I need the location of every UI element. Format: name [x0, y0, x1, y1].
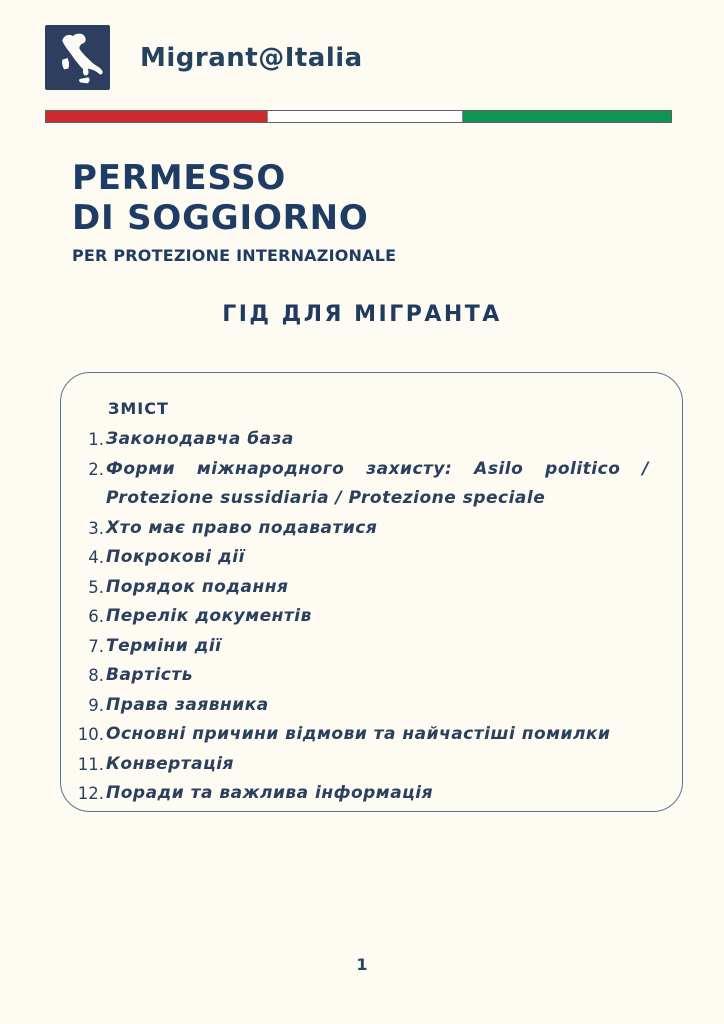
toc-item-number: 11.	[77, 754, 104, 774]
toc-item	[68, 691, 649, 721]
toc-item	[68, 573, 649, 603]
italy-map-icon	[50, 30, 106, 86]
title-subtitle: PER PROTEZIONE INTERNAZIONALE	[72, 246, 397, 265]
toc-item-number: 7.	[88, 636, 104, 656]
toc-list	[68, 425, 649, 809]
toc-item-label: Перелік документів	[106, 606, 312, 626]
flag-white-segment	[268, 111, 462, 122]
toc-item	[68, 602, 649, 632]
flag-red-segment	[46, 111, 268, 122]
toc-item-number: 3.	[88, 518, 104, 538]
italy-flag-stripe	[45, 110, 672, 123]
brand-name: Migrant@Italia	[140, 43, 363, 73]
toc-item-label: Законодавча база	[106, 429, 294, 449]
toc-item	[68, 455, 649, 514]
toc-item-number: 8.	[88, 666, 104, 685]
toc-item-number: 6.	[88, 607, 104, 626]
toc-item	[68, 661, 649, 691]
toc-box	[60, 372, 683, 812]
toc-item	[68, 720, 649, 750]
toc-item-number: 12.	[77, 784, 104, 803]
toc-item-label: Хто має право подаватися	[106, 517, 378, 538]
toc-item-number: 1.	[88, 430, 104, 449]
toc-item-number: 4.	[88, 548, 104, 567]
toc-item-label: Поради та важлива інформація	[106, 783, 434, 803]
toc-item-number: 2.	[88, 459, 104, 479]
title-line-2: DI SOGGIORNO	[72, 198, 369, 238]
document-title	[72, 158, 396, 238]
toc-item	[68, 750, 649, 780]
title-line-1: PERMESSO	[72, 158, 287, 198]
toc-item	[68, 632, 649, 662]
toc-item-label: Покрокові дії	[106, 547, 245, 567]
toc-item-label: Терміни дії	[106, 635, 222, 656]
toc-item-label: Основні причини відмови та найчастіші помилки	[106, 724, 611, 744]
toc-item-number: 5.	[88, 577, 104, 597]
toc-item-label: Конвертація	[106, 753, 234, 774]
flag-green-segment	[462, 111, 671, 122]
toc-item	[68, 514, 649, 544]
brand-logo	[45, 25, 110, 90]
toc-item-number: 10.	[77, 725, 104, 744]
title-block	[72, 158, 396, 265]
toc-title: ЗМІСТ	[108, 399, 169, 418]
toc-item	[68, 425, 649, 455]
toc-item	[68, 543, 649, 573]
section-heading: ГІД ДЛЯ МІГРАНТА	[222, 302, 502, 327]
page-number: 1	[356, 955, 368, 974]
toc-item-number: 9.	[88, 695, 104, 715]
toc-item-label: Порядок подання	[106, 576, 289, 597]
toc-item-label: Права заявника	[106, 694, 269, 715]
toc-item-label: Вартість	[106, 665, 193, 685]
toc-item-label: Форми міжнародного захисту: Asilo politico / Protezione sussidiaria / Protezione speciale	[106, 458, 649, 508]
toc-item	[68, 779, 649, 809]
